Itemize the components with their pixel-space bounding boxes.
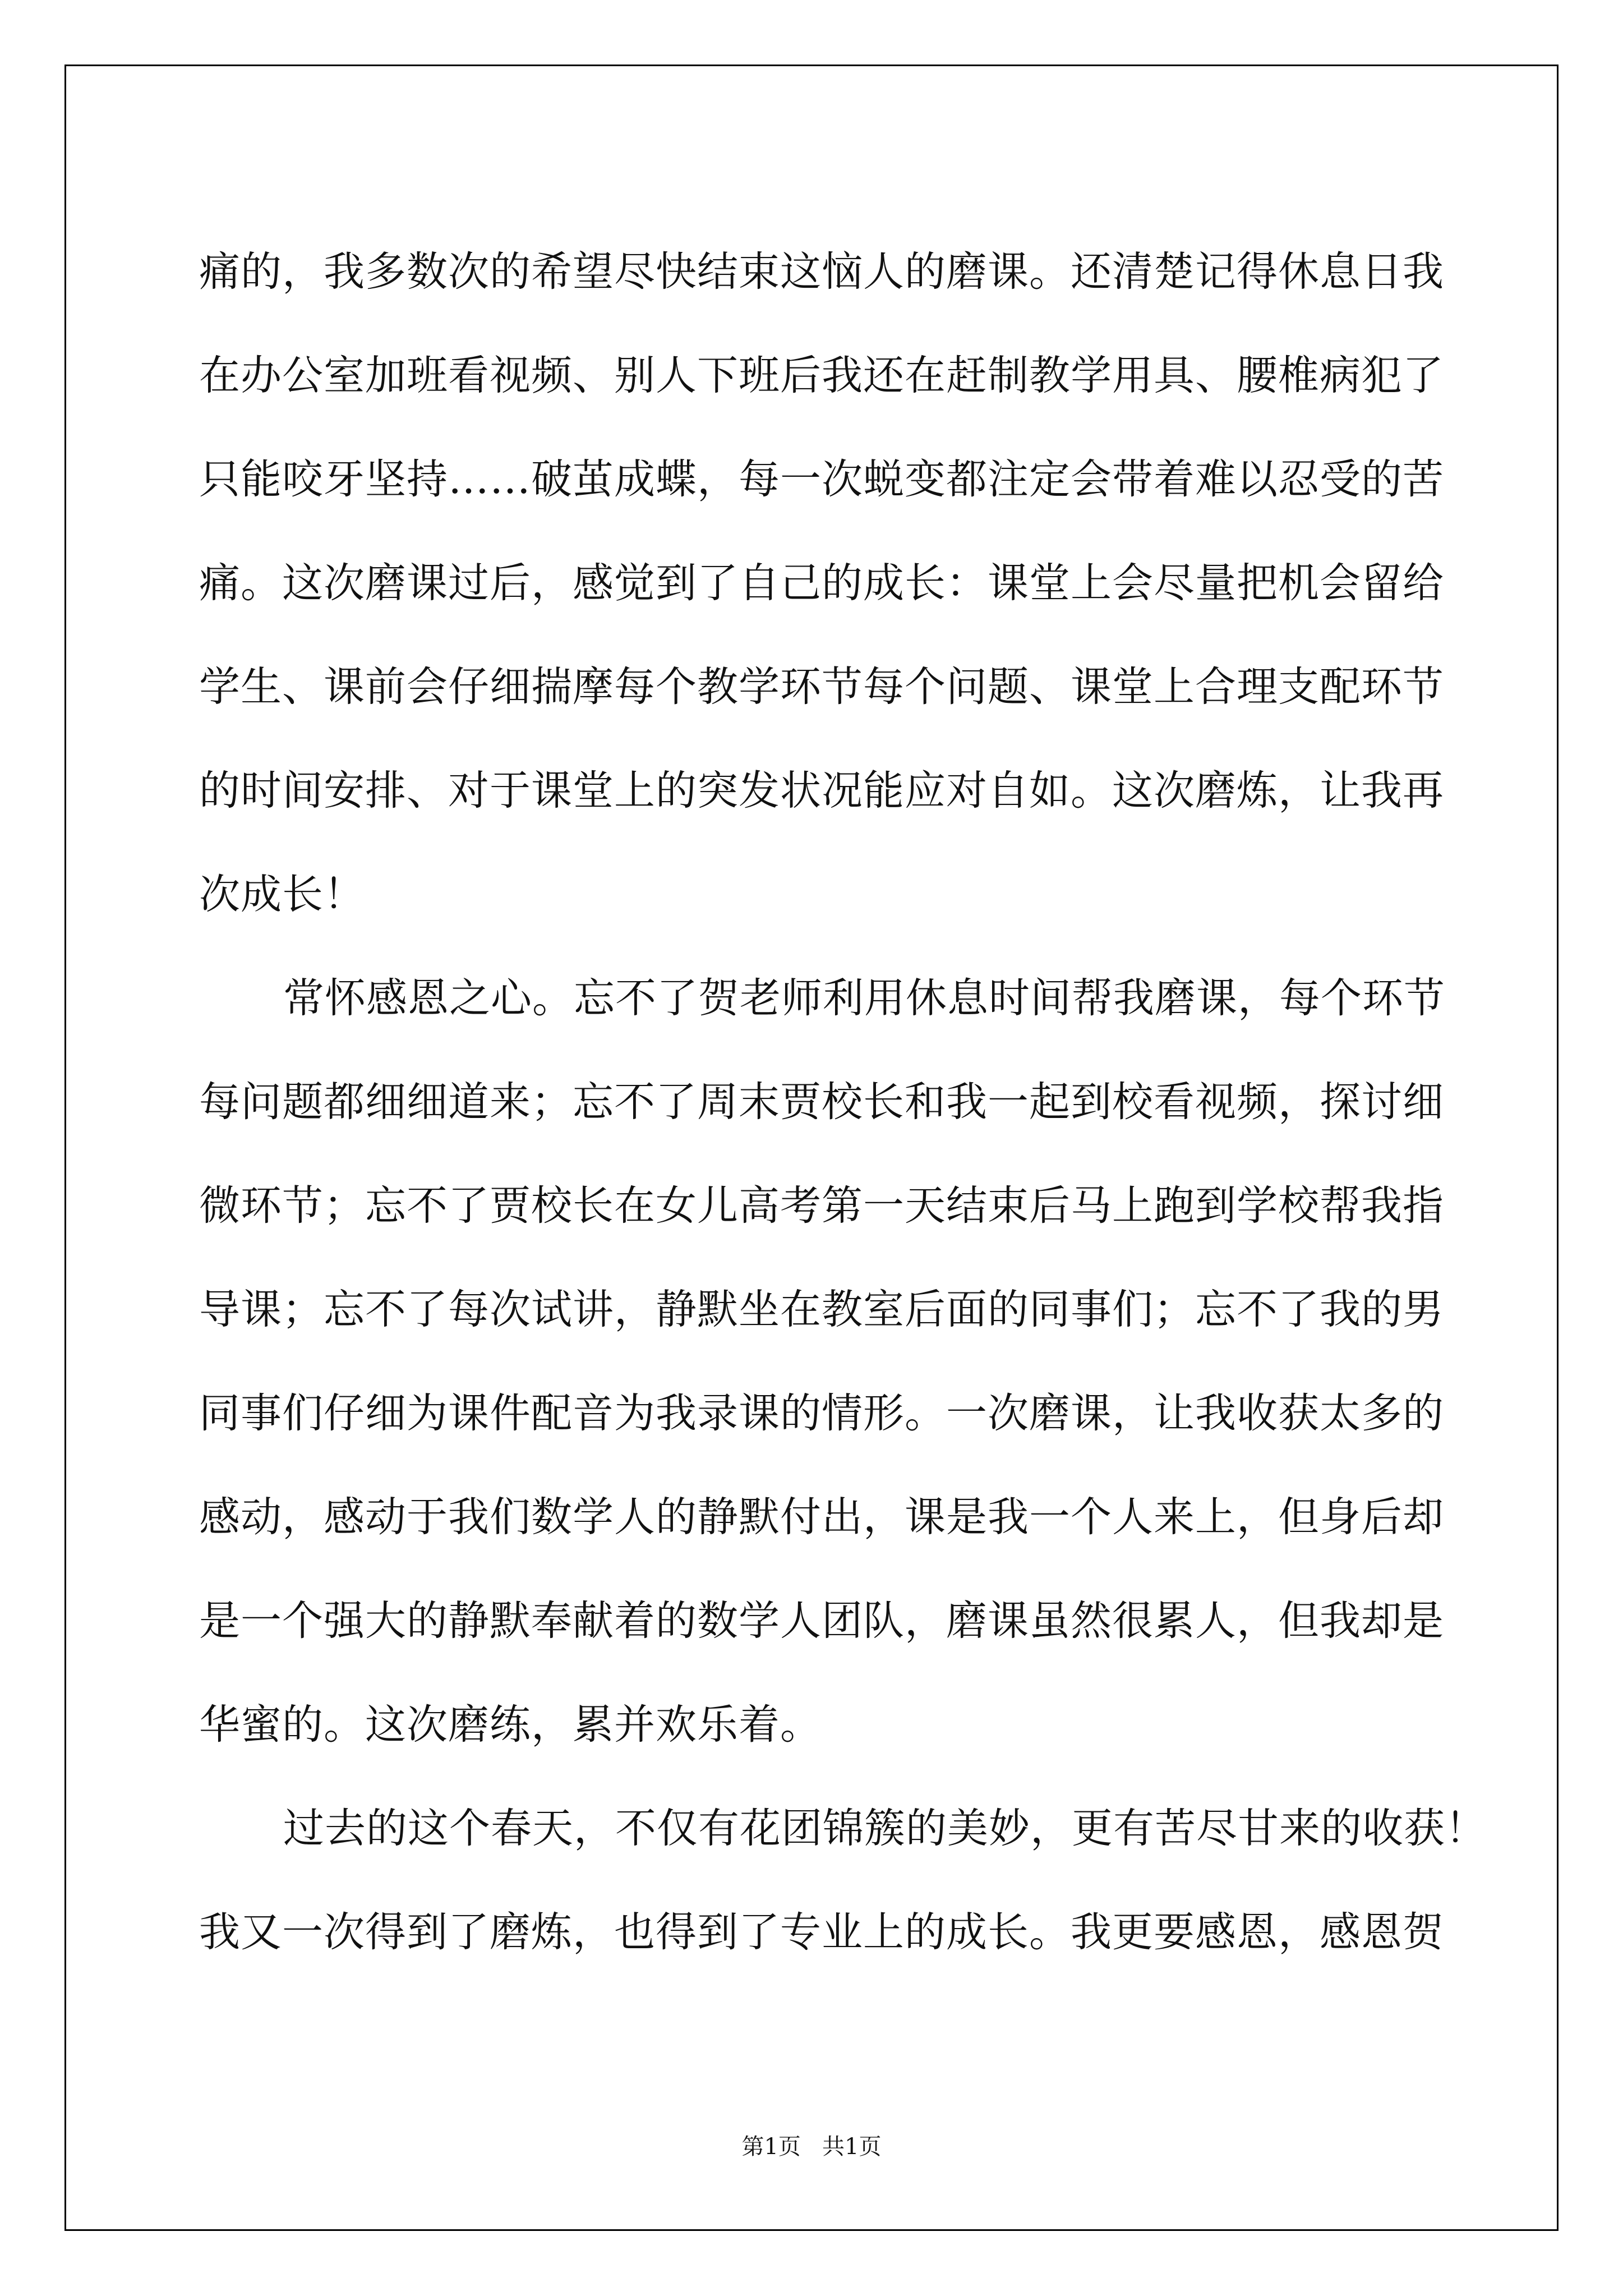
document-body bbox=[199, 220, 1487, 1984]
text-line-14: 是一个强大的静默奉献着的数学人团队，磨课虽然很累人，但我却是 bbox=[199, 1597, 1444, 1645]
text-line-5: 学生、课前会仔细揣摩每个教学环节每个问题、课堂上合理支配环节 bbox=[199, 663, 1444, 711]
text-line-9: 每问题都细细道来；忘不了周末贾校长和我一起到校看视频，探讨细 bbox=[199, 1078, 1444, 1126]
text-line-16: 过去的这个春天，不仅有花团锦簇的美妙，更有苦尽甘来的收获！ bbox=[283, 1805, 1487, 1852]
text-line-7: 次成长！ bbox=[199, 871, 365, 918]
text-line-4: 痛。这次磨课过后，感觉到了自己的成长：课堂上会尽量把机会留给 bbox=[199, 559, 1444, 607]
text-line-3: 只能咬牙坚持……破茧成蝶，每一次蜕变都注定会带着难以忍受的苦 bbox=[199, 455, 1444, 503]
text-line-15: 华蜜的。这次磨练，累并欢乐着。 bbox=[199, 1701, 822, 1749]
text-line-10: 微环节；忘不了贾校长在女儿高考第一天结束后马上跑到学校帮我指 bbox=[199, 1182, 1444, 1230]
text-line-12: 同事们仔细为课件配音为我录课的情形。一次磨课，让我收获太多的 bbox=[199, 1389, 1444, 1437]
text-line-2: 在办公室加班看视频、别人下班后我还在赶制教学用具、腰椎病犯了 bbox=[199, 352, 1444, 399]
text-line-11: 导课；忘不了每次试讲，静默坐在教室后面的同事们；忘不了我的男 bbox=[199, 1286, 1444, 1333]
text-line-6: 的时间安排、对于课堂上的突发状况能应对自如。这次磨炼，让我再 bbox=[199, 767, 1444, 815]
page-footer: 第1页 共1页 bbox=[741, 2134, 882, 2160]
text-line-1: 痛的，我多数次的希望尽快结束这恼人的磨课。还清楚记得休息日我 bbox=[199, 248, 1444, 296]
text-line-8: 常怀感恩之心。忘不了贺老师利用休息时间帮我磨课，每个环节 bbox=[283, 974, 1445, 1022]
text-line-17: 我又一次得到了磨炼，也得到了专业上的成长。我更要感恩，感恩贺 bbox=[199, 1908, 1444, 1956]
text-line-13: 感动，感动于我们数学人的静默付出，课是我一个人来上，但身后却 bbox=[199, 1493, 1444, 1541]
